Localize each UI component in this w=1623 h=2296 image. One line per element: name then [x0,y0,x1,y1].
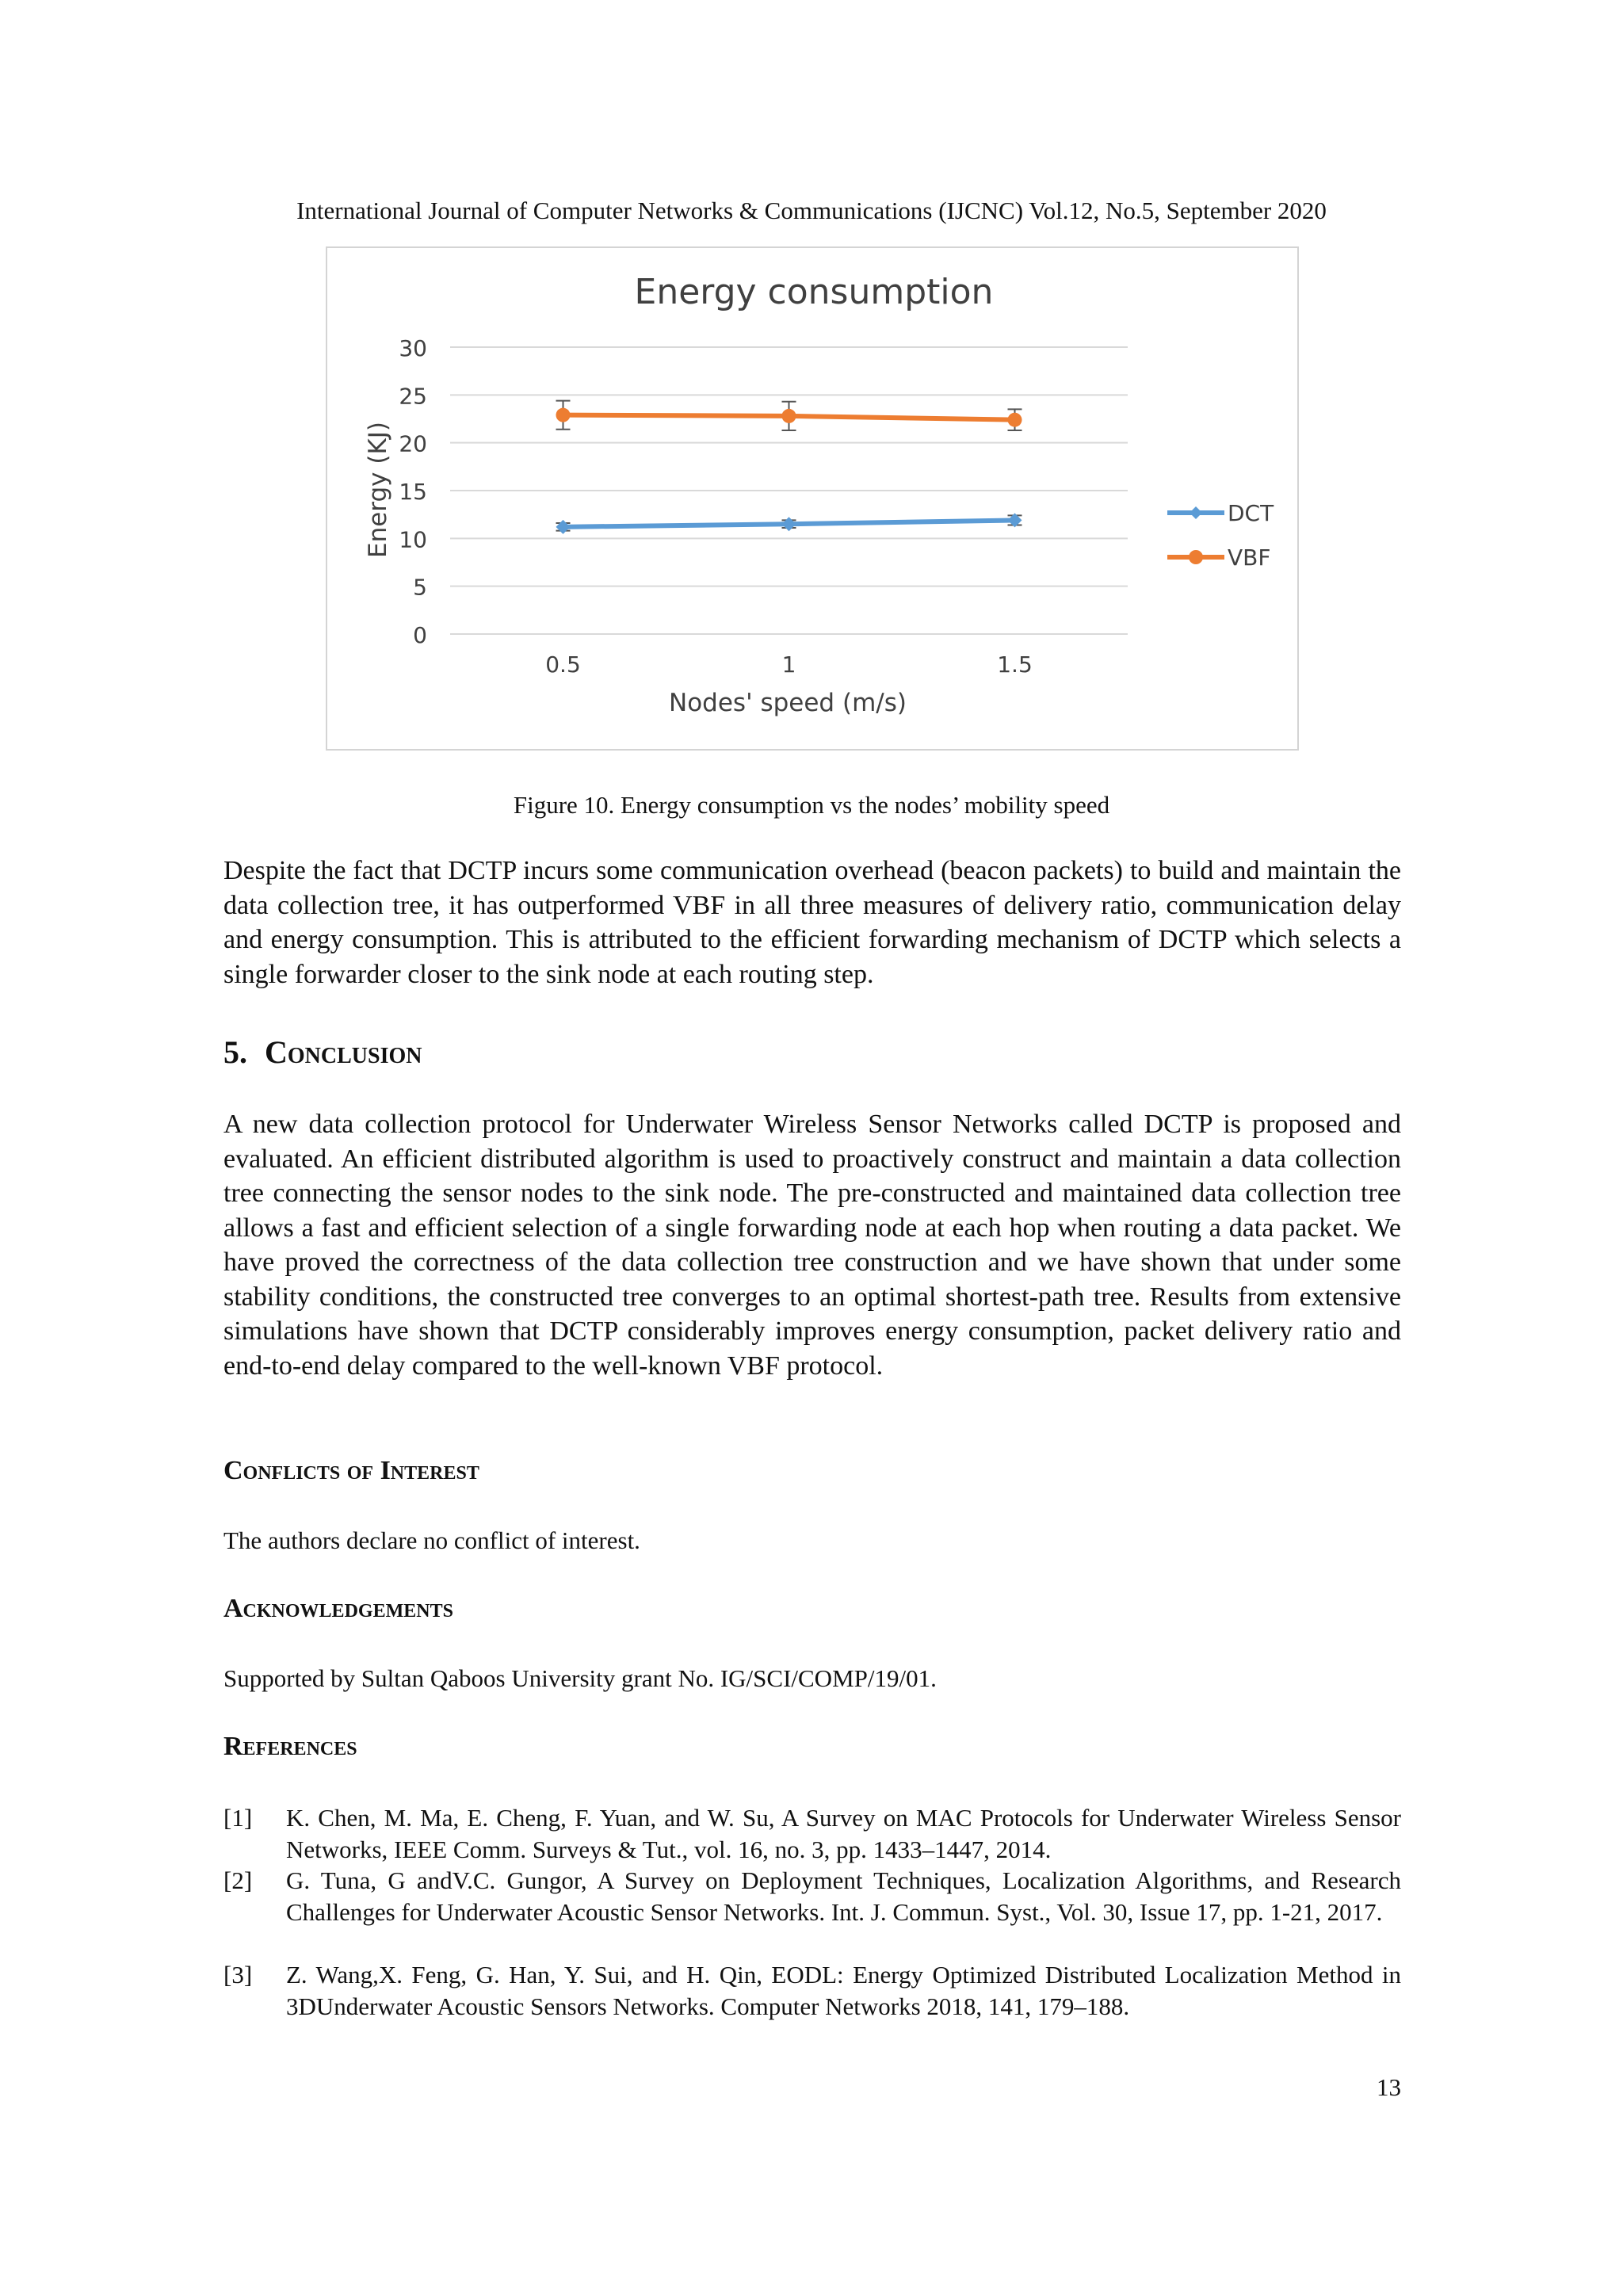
reference-text: G. Tuna, G andV.C. Gungor, A Survey on Deployment Techniques, Localization Algorithms, and Research Challenges for Underwater Acoustic Sensor Networks. Int. J. Commun. Syst., Vol. 30, Issue 17, pp. 1-21, 2017. [286,1866,1401,1926]
legend-label: VBF [1228,544,1271,571]
reference-text: K. Chen, M. Ma, E. Cheng, F. Yuan, and W. Su, A Survey on MAC Protocols for Underwater Wireless Sensor Networks, IEEE Comm. Surveys & Tut., vol. 16, no. 3, pp. 1433–1447, 2014. [286,1804,1401,1863]
y-tick-label: 20 [399,430,427,457]
body-paragraph: Despite the fact that DCTP incurs some communication overhead (beacon packets) to build and maintain the data collection tree, it has outperformed VBF in all three measures of delivery ratio, communication delay and energy consumption. This is attributed to the efficient forwarding mechanism of DCTP which selects a single forwarder closer to the sink node at each routing step. [223,856,1401,989]
y-tick-label: 15 [399,479,427,505]
x-axis-label: Nodes' speed (m/s) [669,689,907,717]
page-number: 13 [1377,2073,1401,2101]
y-axis-label: Energy (KJ) [364,421,392,559]
x-tick-label: 1.5 [997,651,1033,678]
running-header: International Journal of Computer Networks & Communications (IJCNC) Vol.12, No.5, September 2020 [296,197,1327,224]
data-point-vbf [1008,413,1022,427]
figure-caption: Figure 10. Energy consumption vs the nodes’ mobility speed [513,791,1110,819]
y-tick-label: 0 [413,622,427,648]
legend-label: DCT [1228,500,1274,526]
x-tick-label: 1 [781,651,796,678]
section-heading [223,1033,422,1072]
reference-item [223,1959,1401,2022]
conclusion-paragraph: A new data collection protocol for Underwater Wireless Sensor Networks called DCTP is proposed and evaluated. An efficient distributed algorithm is used to proactively construct and maintain a data collection tree connecting the sensor nodes to the sink node. The pre-constructed and maintained data collection tree allows a fast and efficient selection of a single forwarding node at each hop when routing a data packet. We have proved the correctness of the data collection tree construction and we have shown that under some stability conditions, the constructed tree converges to an optimal shortest-path tree. Results from extensive simulations have shown that DCTP considerably improves energy consumption, packet delivery ratio and end-to-end delay compared to the well-known VBF protocol. [223,1110,1401,1381]
data-point-dct [556,520,571,534]
reference-index: [1] [223,1804,253,1832]
y-tick-label: 10 [399,526,427,553]
data-point-vbf [782,409,796,423]
legend-marker-vbf [1189,550,1203,564]
reference-text: Z. Wang,X. Feng, G. Han, Y. Sui, and H. Qin, EODL: Energy Optimized Distributed Localization Method in 3DUnderwater Acoustic Sensors Networks. Computer Networks 2018, 141, 179–188. [286,1961,1401,2020]
section-title: Conclusion [265,1034,422,1070]
conflicts-heading: Conflicts of Interest [223,1456,479,1485]
x-tick-label: 0.5 [545,651,581,678]
acknowledgements-heading: Acknowledgements [223,1594,453,1623]
references-heading: References [223,1732,357,1761]
reference-index: [2] [223,1866,253,1894]
y-tick-label: 5 [413,574,427,601]
y-tick-label: 25 [399,383,427,410]
chart-title: Energy consumption [634,272,994,312]
chart-canvas [327,248,1300,752]
reference-index: [3] [223,1961,253,1988]
data-point-dct [782,517,796,531]
conflicts-text: The authors declare no conflict of interest. [223,1526,640,1554]
data-point-vbf [556,408,571,422]
acknowledgements-text: Supported by Sultan Qaboos University grant No. IG/SCI/COMP/19/01. [223,1664,937,1692]
energy-chart [326,246,1299,751]
reference-item [223,1802,1401,1865]
section-number: 5. [223,1034,247,1070]
legend-marker-dct [1190,506,1202,519]
y-tick-label: 30 [399,335,427,361]
reference-item [223,1865,1401,1927]
